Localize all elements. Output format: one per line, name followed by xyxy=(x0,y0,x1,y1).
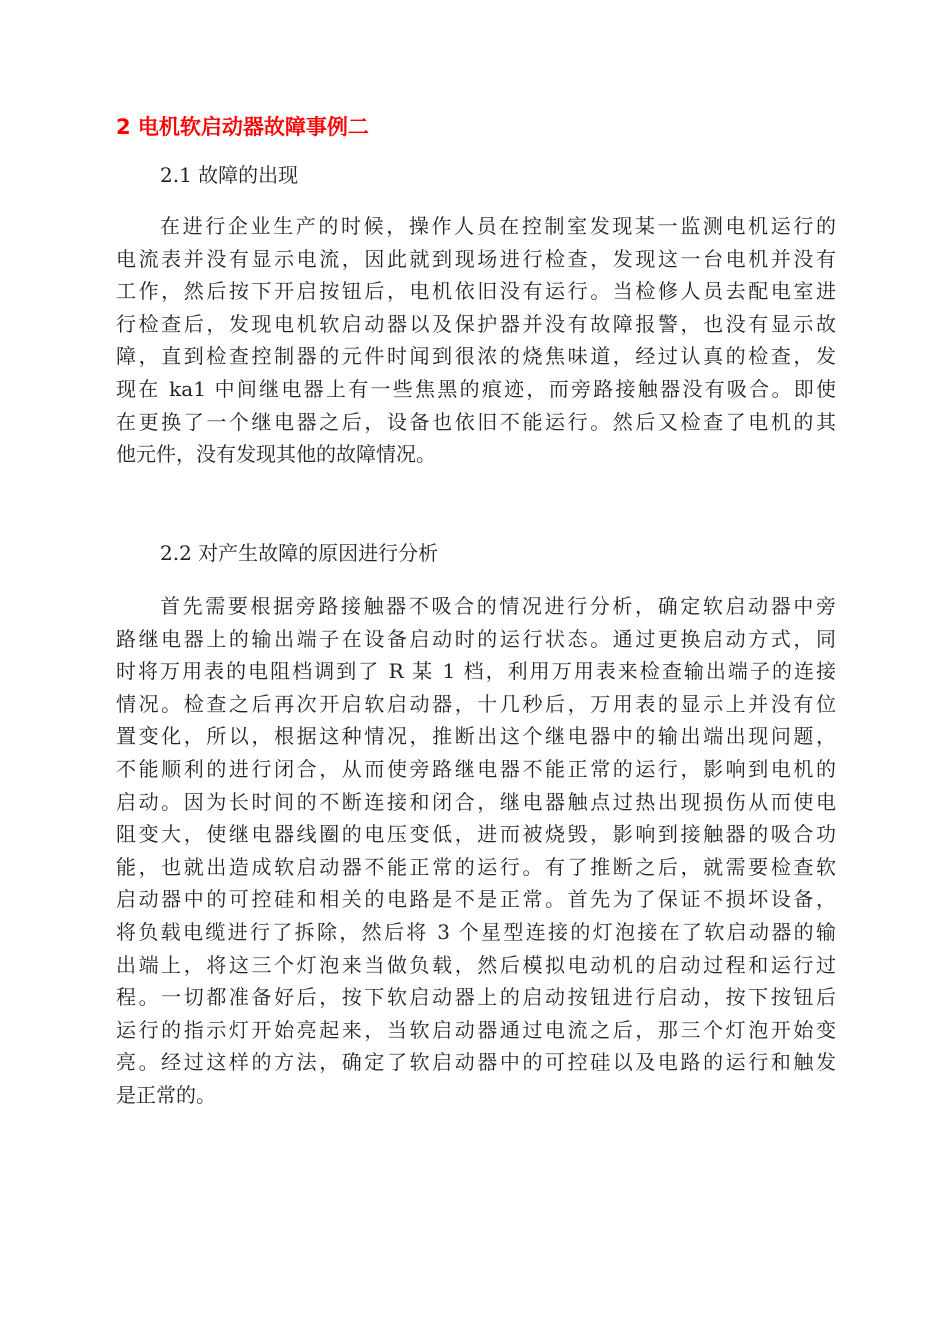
text-line: 路继电器上的输出端子在设备启动时的运行状态。通过更换启动方式，同 xyxy=(116,626,836,651)
text-line: 能，也就出造成软启动器不能正常的运行。有了推断之后，就需要检查软 xyxy=(116,854,836,879)
text-line: 情况。检查之后再次开启软启动器，十几秒后，万用表的显示上并没有位 xyxy=(116,691,836,716)
text-line: 不能顺利的进行闭合，从而使旁路继电器不能正常的运行，影响到电机的 xyxy=(116,756,836,781)
text-line: 亮。经过这样的方法，确定了软启动器中的可控硅以及电路的运行和触发 xyxy=(116,1050,836,1075)
paragraph-cause-analysis xyxy=(116,590,836,1112)
text-line: 障，直到检查控制器的元件时闻到很浓的烧焦味道，经过认真的检查，发 xyxy=(116,344,836,369)
text-line: 程。一切都准备好后，按下软启动器上的启动按钮进行启动，按下按钮后 xyxy=(116,985,836,1010)
text-line: 出端上，将这三个灯泡来当做负载，然后模拟电动机的启动过程和运行过 xyxy=(116,952,836,977)
subsection-heading-cause-analysis: 2.2 对产生故障的原因进行分析 xyxy=(160,541,439,565)
text-line: 行检查后，发现电机软启动器以及保护器并没有故障报警，也没有显示故 xyxy=(116,311,836,336)
text-line: 他元件，没有发现其他的故障情况。 xyxy=(116,442,436,467)
text-line: 置变化，所以，根据这种情况，推断出这个继电器中的输出端出现问题， xyxy=(116,724,836,749)
text-line: 时将万用表的电阻档调到了 R 某 1 档，利用万用表来检查输出端子的连接 xyxy=(116,659,836,684)
text-line: 启动。因为长时间的不断连接和闭合，继电器触点过热出现损伤从而使电 xyxy=(116,789,836,814)
text-line: 是正常的。 xyxy=(116,1082,216,1107)
text-line: 工作，然后按下开启按钮后，电机依旧没有运行。当检修人员去配电室进 xyxy=(116,279,836,304)
text-line: 在进行企业生产的时候，操作人员在控制室发现某一监测电机运行的 xyxy=(160,214,836,238)
text-line: 运行的指示灯开始亮起来，当软启动器通过电流之后，那三个灯泡开始变 xyxy=(116,1017,836,1042)
text-line: 现在 ka1 中间继电器上有一些焦黑的痕迹，而旁路接触器没有吸合。即使 xyxy=(116,376,836,401)
text-line: 电流表并没有显示电流，因此就到现场进行检查，发现这一台电机并没有 xyxy=(116,246,836,271)
text-line: 启动器中的可控硅和相关的电路是不是正常。首先为了保证不损坏设备， xyxy=(116,887,836,912)
text-line: 将负载电缆进行了拆除，然后将 3 个星型连接的灯泡接在了软启动器的输 xyxy=(116,919,836,944)
text-line: 阻变大，使继电器线圈的电压变低，进而被烧毁，影响到接触器的吸合功 xyxy=(116,822,836,847)
paragraph-fault-occurrence xyxy=(116,210,836,471)
subsection-heading-fault-occurrence: 2.1 故障的出现 xyxy=(160,163,299,187)
text-line: 在更换了一个继电器之后，设备也依旧不能运行。然后又检查了电机的其 xyxy=(116,409,836,434)
section-title: 2 电机软启动器故障事例二 xyxy=(116,115,369,139)
text-line: 首先需要根据旁路接触器不吸合的情况进行分析，确定软启动器中旁 xyxy=(160,594,836,618)
